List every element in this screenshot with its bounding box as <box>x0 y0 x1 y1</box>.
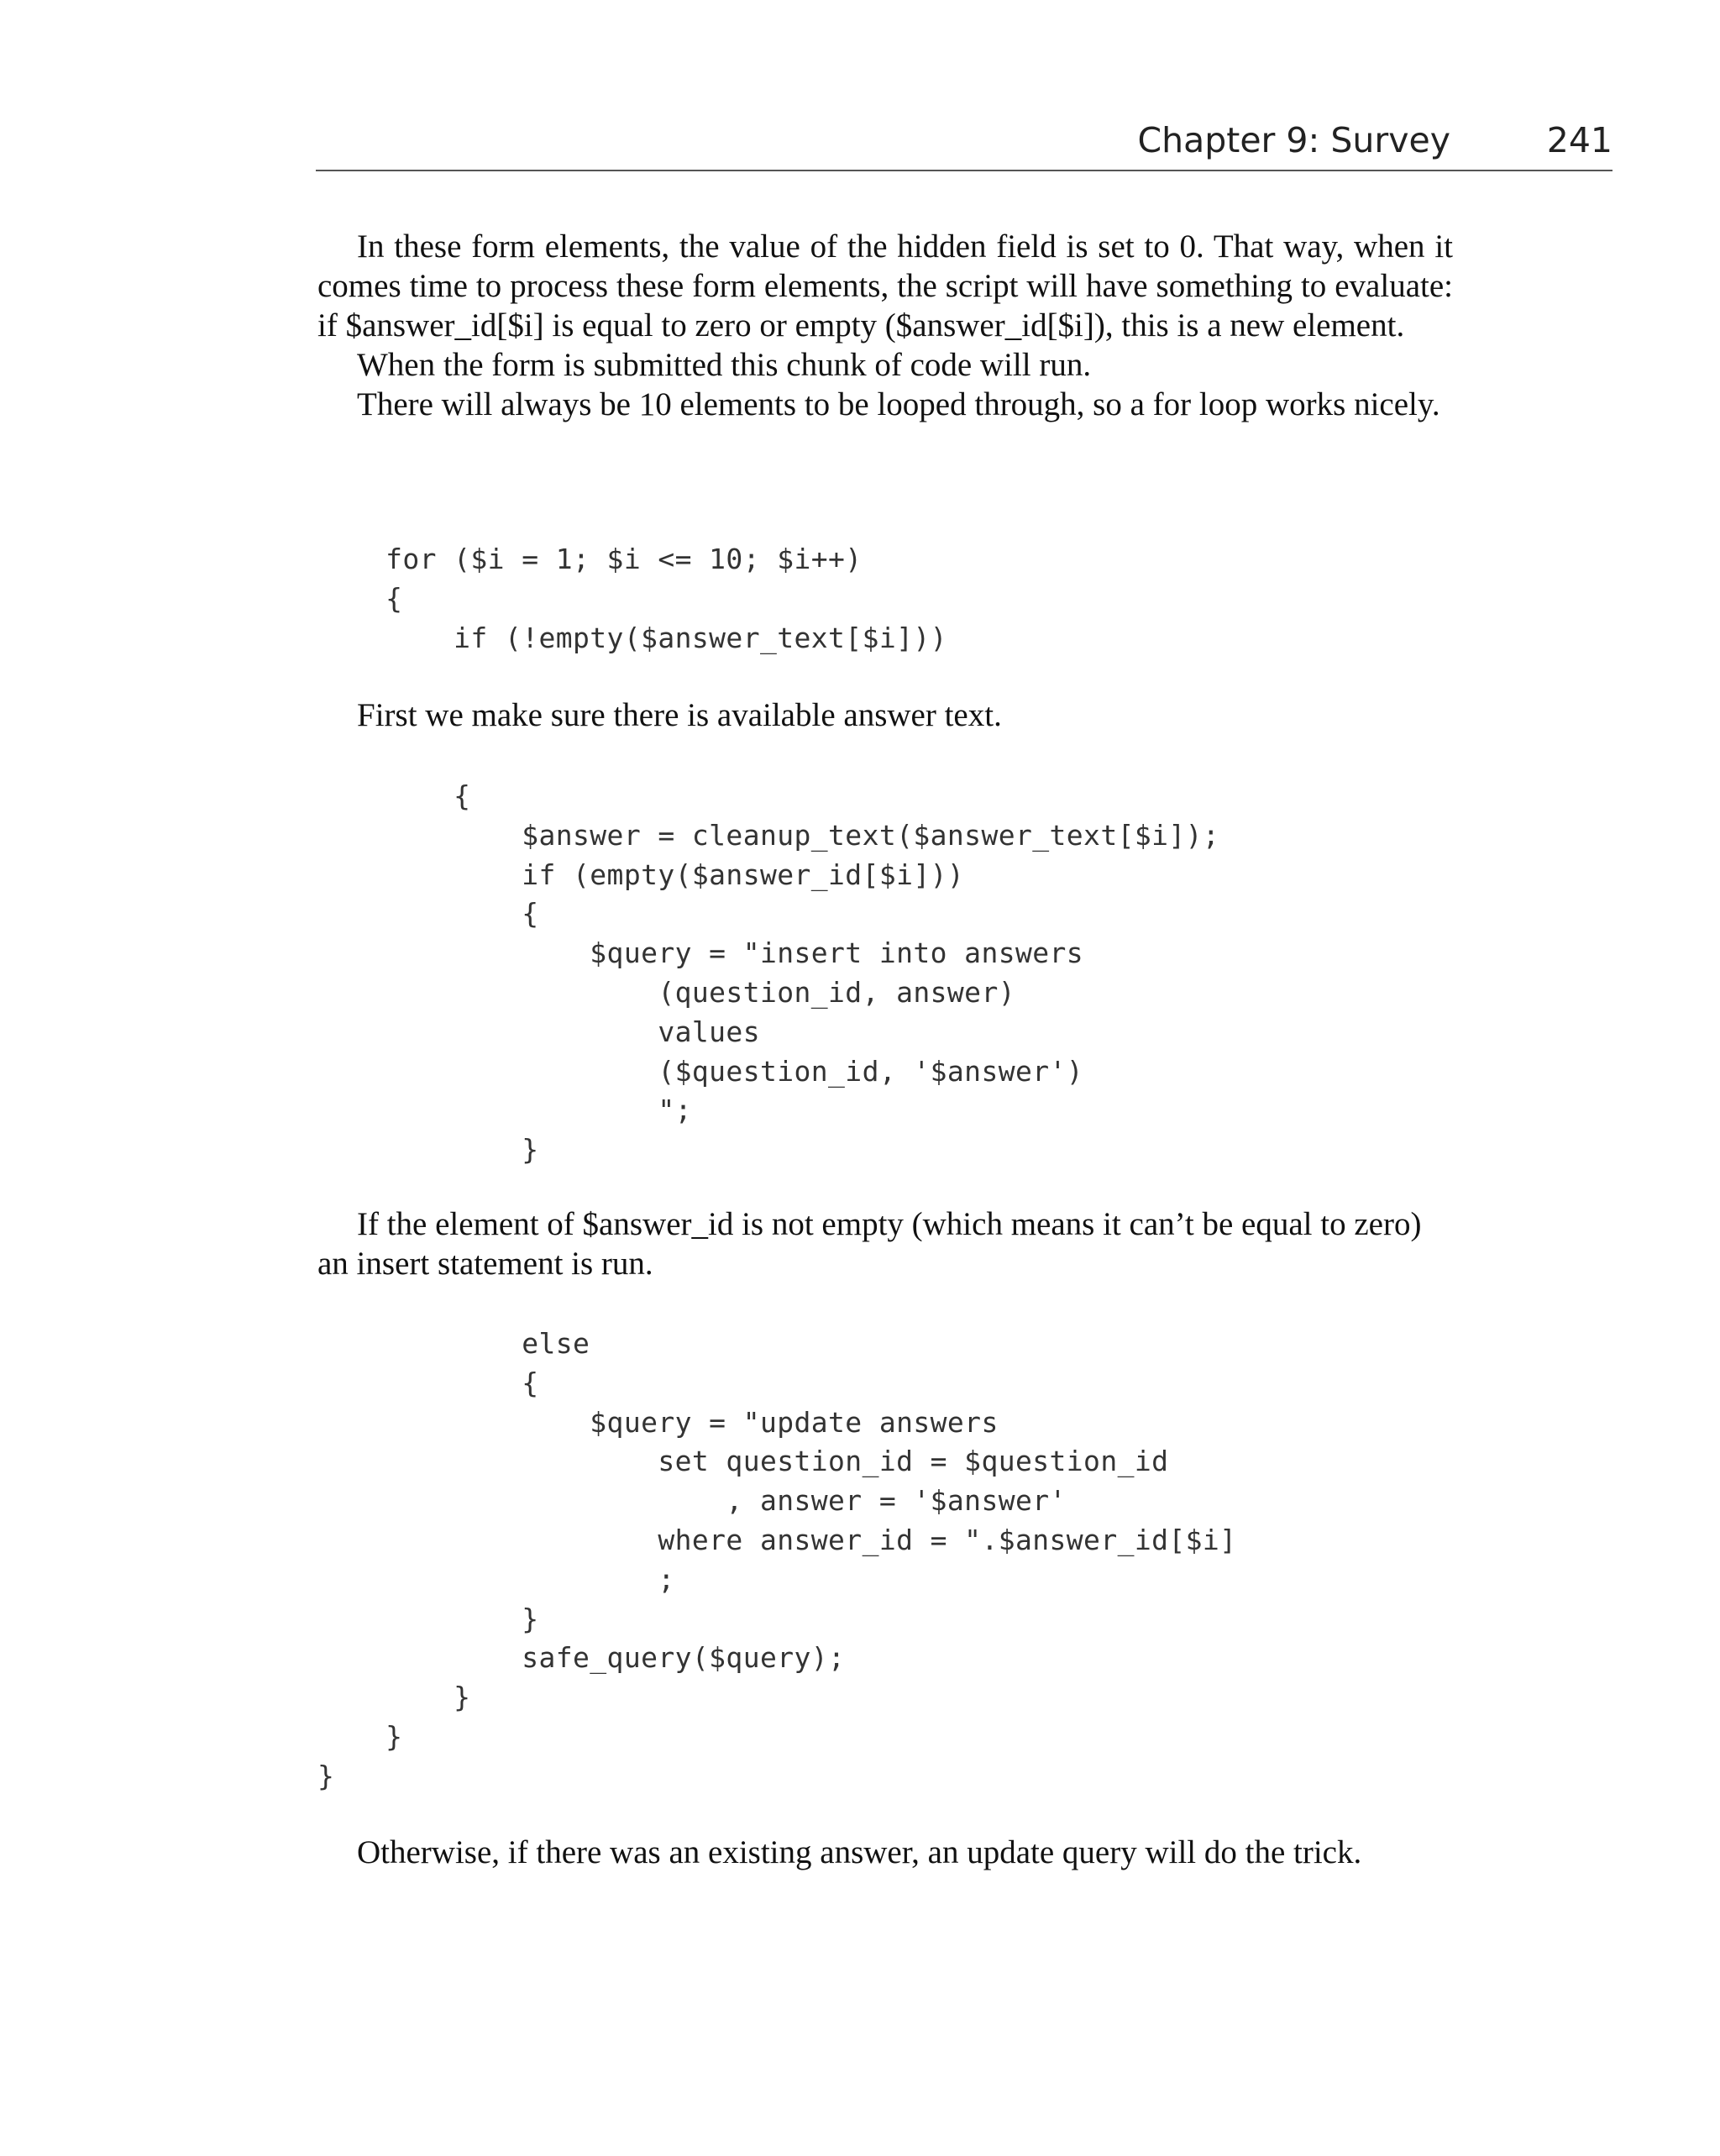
code-block-loop: for ($i = 1; $i <= 10; $i++) { if (!empty($answer_text[$i])) <box>385 543 947 654</box>
paragraph-insert-statement: If the element of $answer_id is not empty (which means it can’t be equal to zero) an insert statement is run. <box>317 1206 1422 1282</box>
paragraph-update-query: Otherwise, if there was an existing answer, an update query will do the trick. <box>357 1834 1362 1870</box>
code-block-update: else { $query = "update answers set question_id = $question_id , answer = '$answer' where answer_id = ".$answer_id[$i] ; } safe_query($query); } } } <box>317 1327 1237 1792</box>
code-block-insert: { $answer = cleanup_text($answer_text[$i]); if (empty($answer_id[$i])) { $query = "insert into answers (question_id, answer) values ($question_id, '$answer') "; } <box>454 779 1220 1167</box>
chapter-title: Chapter 9: Survey <box>1137 120 1450 160</box>
running-header <box>316 116 1612 171</box>
paragraph-form-submitted: When the form is submitted this chunk of code will run. <box>357 347 1092 383</box>
update-note <box>317 1833 1453 1872</box>
paragraph-for-loop: There will always be 10 elements to be looped through, so a for loop works nicely. <box>357 386 1440 422</box>
page-number: 241 <box>1546 120 1612 160</box>
answer-text-note <box>317 695 1453 735</box>
intro-text <box>317 227 1453 424</box>
insert-note <box>317 1204 1453 1283</box>
paragraph-answer-text: First we make sure there is available answer text. <box>357 697 1002 733</box>
paragraph-hidden-field: In these form elements, the value of the hidden field is set to 0. That way, when it comes time to process these form elements, the script will have something to evaluate: if $answer_id[$i] is equal to zero or empty ($answer_id[$i]), this is a new element. <box>317 228 1453 344</box>
